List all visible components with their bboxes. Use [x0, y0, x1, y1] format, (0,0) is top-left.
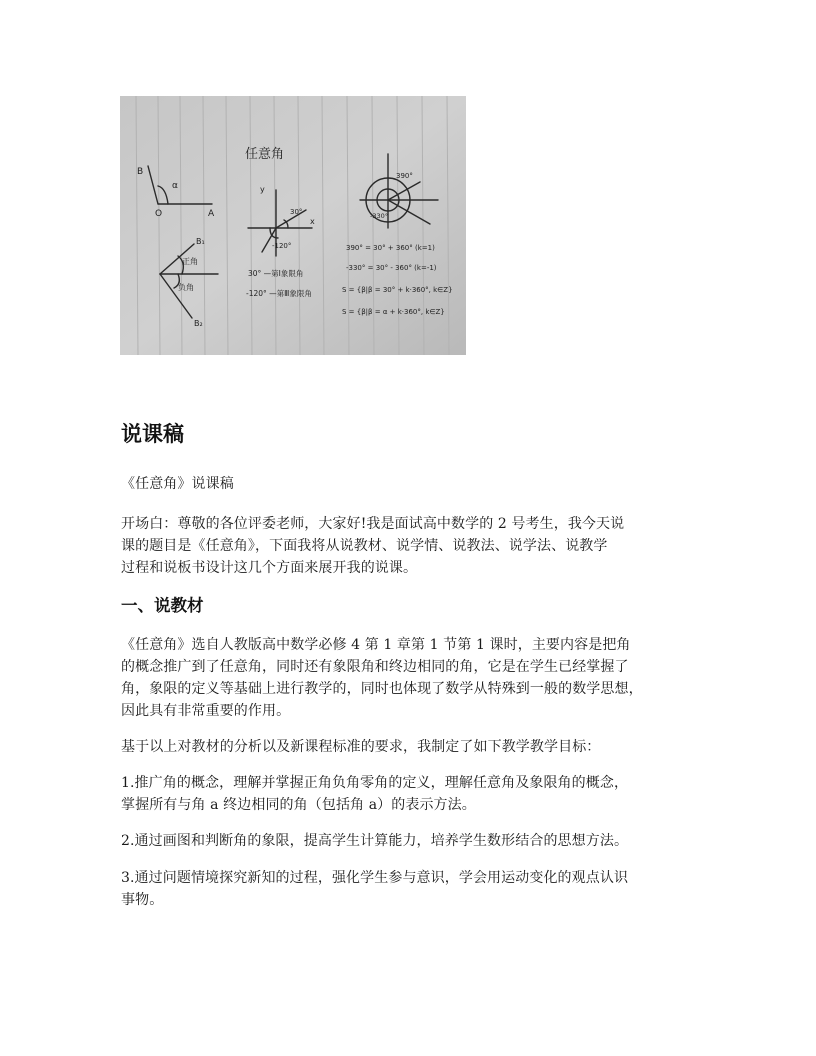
goal-1-line-2: 掌握所有与角 a 终边相同的角（包括角 a）的表示方法。: [121, 797, 476, 813]
goal-3-line-1: 3.通过问题情境探究新知的过程，强化学生参与意识，学会用运动变化的观点认识: [121, 870, 629, 886]
goal-3-line-2: 事物。: [121, 892, 164, 908]
label-O: O: [155, 209, 163, 219]
textbook-line-4: 因此具有非常重要的作用。: [121, 703, 291, 719]
textbook-line-1: 《任意角》选自人教版高中数学必修 4 第 1 章第 1 节第 1 课时，主要内容是把角: [121, 637, 631, 653]
paper-background: [120, 96, 466, 355]
label-390deg: 390°: [396, 172, 413, 180]
label-negative-angle: 负角: [178, 283, 194, 292]
label-B1: B₁: [196, 237, 205, 246]
notes-title: 任意角: [245, 147, 285, 162]
label-alpha: α: [172, 181, 178, 191]
subtitle-line: 《任意角》说课稿: [121, 476, 234, 492]
textbook-line-2: 的概念推广到了任意角，同时还有象限角和终边相同的角，它是在学生已经掌握了: [121, 659, 629, 675]
note-quadrant-3: -120° —第Ⅲ象限角: [246, 289, 312, 298]
intro-paragraph: [121, 513, 705, 579]
label-neg330deg: -330°: [370, 212, 389, 220]
label-neg120deg: -120°: [272, 242, 292, 250]
axis-x-label: x: [310, 217, 315, 226]
textbook-paragraph: [121, 634, 705, 722]
label-B2: B₂: [194, 319, 203, 328]
textbook-line-3: 角，象限的定义等基础上进行教学的，同时也体现了数学从特殊到一般的数学思想，: [121, 681, 643, 697]
document-heading: 说课稿: [121, 422, 184, 446]
equation-3: S = {β|β = 30° + k·360°, k∈Z}: [342, 286, 453, 294]
goal-3-paragraph: [121, 867, 705, 911]
goal-2-paragraph: [121, 830, 705, 852]
label-30deg: 30°: [290, 208, 303, 216]
goals-intro-paragraph: [121, 736, 705, 758]
note-quadrant-1: 30° —第Ⅰ象限角: [248, 269, 304, 278]
goal-2-line: 2.通过画图和判断角的象限，提高学生计算能力，培养学生数形结合的思想方法。: [121, 833, 629, 849]
intro-line-2: 课的题目是《任意角》，下面我将从说教材、说学情、说教法、说学法、说教学: [121, 538, 608, 554]
equation-2: -330° = 30° - 360° (k=-1): [346, 264, 437, 272]
lesson-subtitle: [121, 473, 705, 495]
equation-4: S = {β|β = α + k·360°, k∈Z}: [342, 308, 445, 316]
handwritten-notes-drawing: [120, 96, 466, 355]
goals-intro-line: 基于以上对教材的分析以及新课程标准的要求，我制定了如下教学教学目标：: [121, 739, 601, 755]
goal-1-paragraph: [121, 772, 705, 816]
equation-1: 390° = 30° + 360° (k=1): [346, 244, 435, 252]
section-heading-textbook: 一、说教材: [121, 596, 204, 615]
handwritten-notes-photo: [120, 96, 466, 355]
label-B: B: [137, 167, 144, 177]
label-positive-angle: 正角: [182, 257, 198, 266]
intro-line-1: 开场白：尊敬的各位评委老师，大家好!我是面试高中数学的 2 号考生，我今天说: [121, 516, 625, 532]
intro-line-3: 过程和说板书设计这几个方面来展开我的说课。: [121, 560, 418, 576]
goal-1-line-1: 1.推广角的概念，理解并掌握正角负角零角的定义，理解任意角及象限角的概念，: [121, 775, 629, 791]
label-A: A: [208, 209, 215, 219]
axis-y-label: y: [260, 185, 265, 194]
